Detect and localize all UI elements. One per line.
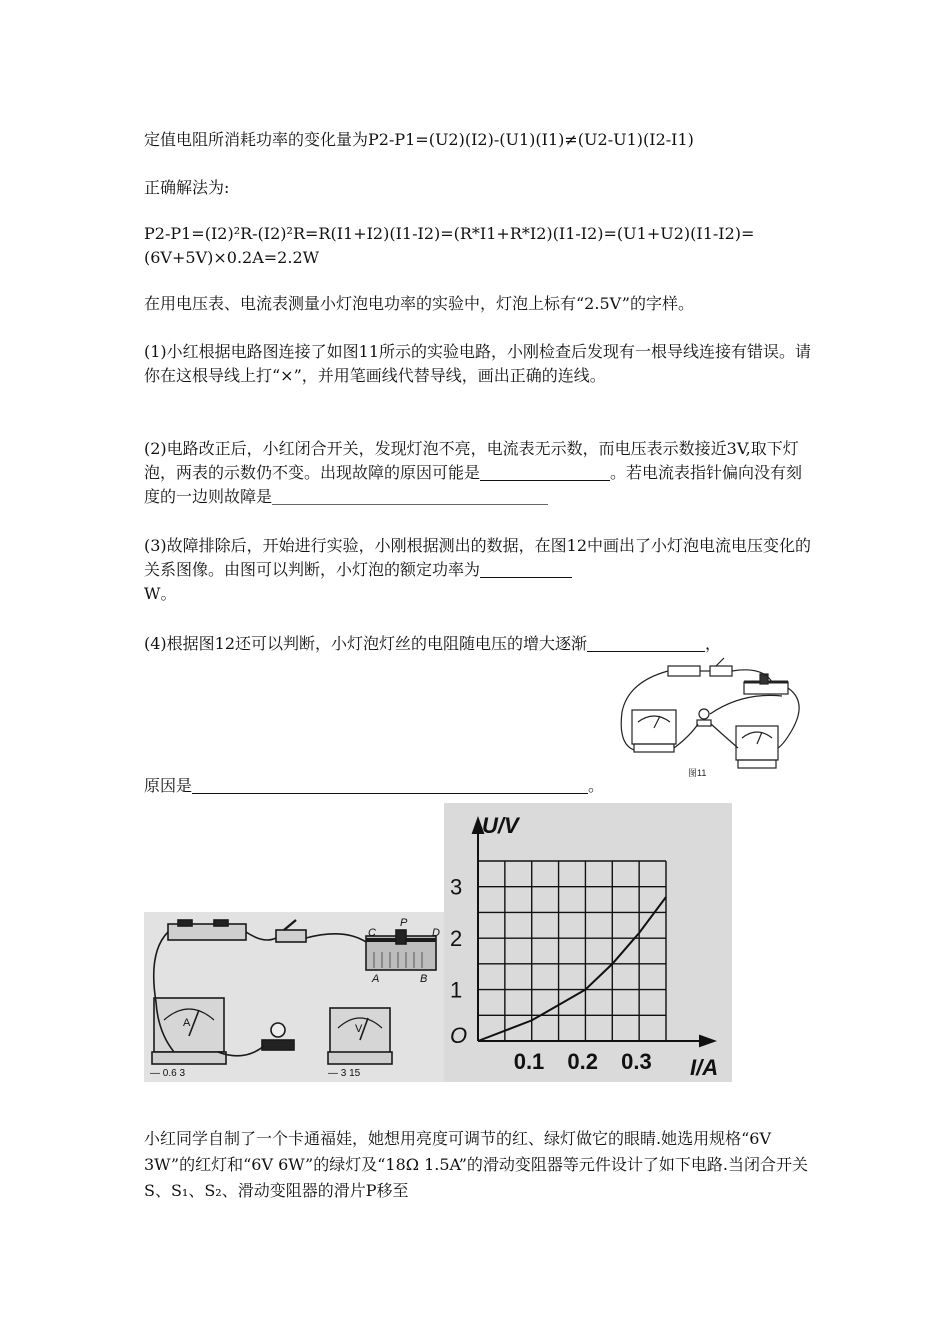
answer-blank-reason[interactable] (192, 775, 588, 794)
origin-label: O (450, 1023, 468, 1048)
final-paragraph: 小红同学自制了一个卡通福娃，她想用亮度可调节的红、绿灯做它的眼睛.她选用规格“6V 3W”的红灯和“6V 6W”的绿灯及“18Ω 1.5A”的滑动变阻器等元件设计了如下电路.当闭合开关S、S₁、S₂、滑动变阻器的滑片P移至 (144, 1129, 809, 1200)
question-2-part-b: 。若电流表指针偏向没有刻度的一边则故障是 (144, 463, 803, 506)
question-1: (1)小红根据电路图连接了如图11所示的实验电路，小刚检查后发现有一根导线连接有错误。请你在这根导线上打“×”，并用笔画线代替导线，画出正确的连线。 (144, 342, 812, 385)
question-2 (144, 437, 816, 509)
text-line-2: 正确解法为: (144, 178, 230, 197)
figure-11 (612, 652, 812, 780)
ammeter-symbol: A (183, 1017, 191, 1029)
y-tick-label: 1 (450, 977, 463, 1003)
answer-blank-2a[interactable] (480, 462, 610, 481)
slider-label-p: P (400, 917, 408, 929)
switch-icon (276, 930, 306, 942)
answer-blank-2b[interactable] (272, 486, 548, 505)
y-tick-label: 3 (450, 874, 463, 900)
ammeter-terminals: — 0.6 3 (150, 1068, 186, 1079)
question-2-part-a: (2)电路改正后，小红闭合开关，发现灯泡不亮，电流表无示数，而电压表示数接近3V,取下灯泡，两表的示数仍不变。出现故障的原因可能是 (144, 439, 799, 482)
u-i-chart (444, 803, 732, 1082)
y-axis-label: U/V (482, 813, 519, 838)
terminal-label-a: A (372, 973, 380, 985)
x-axis-label: I/A (690, 1055, 719, 1080)
question-3 (144, 534, 816, 606)
reason-end: 。 (588, 776, 605, 795)
bulb-icon (271, 1023, 285, 1037)
question-4-part-b: ， (705, 634, 722, 653)
question-4-part-a: (4)根据图12还可以判断，小灯泡灯丝的电阻随电压的增大逐渐 (144, 634, 588, 653)
answer-blank-3[interactable] (480, 559, 572, 578)
x-tick-label: 0.3 (621, 1049, 652, 1074)
voltmeter-symbol: V (355, 1023, 363, 1035)
answer-blank-4[interactable] (587, 633, 705, 652)
question-3-part-b: W。 (144, 584, 177, 603)
terminal-label-c: C (368, 927, 376, 939)
x-tick-label: 0.1 (513, 1049, 545, 1074)
figure-11-caption: 图11 (688, 768, 707, 778)
terminal-label-b: B (420, 973, 428, 985)
question-intro: 在用电压表、电流表测量小灯泡电功率的实验中，灯泡上标有“2.5V”的字样。 (144, 294, 694, 313)
terminal-label-d: D (432, 927, 440, 939)
y-tick-label: 2 (450, 926, 463, 952)
circuit-photo (144, 912, 444, 1082)
text-line-1: 定值电阻所消耗功率的变化量为P2-P1=(U2)(I2)-(U1)(I1)≠(U2-U1)(I2-I1) (144, 130, 694, 149)
voltmeter-terminals: — 3 15 (328, 1068, 361, 1079)
reason-label: 原因是 (144, 776, 193, 795)
formula-text: P2-P1=(I2)²R-(I2)²R=R(I1+I2)(I1-I2)=(R*I1+R*I2)(I1-I2)=(U1+U2)(I1-I2)=(6V+5V)×0.2A=2.2W (144, 224, 755, 267)
question-3-part-a: (3)故障排除后，开始进行实验，小刚根据测出的数据，在图12中画出了小灯泡电流电压变化的关系图像。由图可以判断，小灯泡的额定功率为 (144, 536, 812, 579)
battery-icon (668, 666, 700, 676)
bulb-icon (699, 709, 709, 719)
x-tick-label: 0.2 (567, 1049, 599, 1074)
